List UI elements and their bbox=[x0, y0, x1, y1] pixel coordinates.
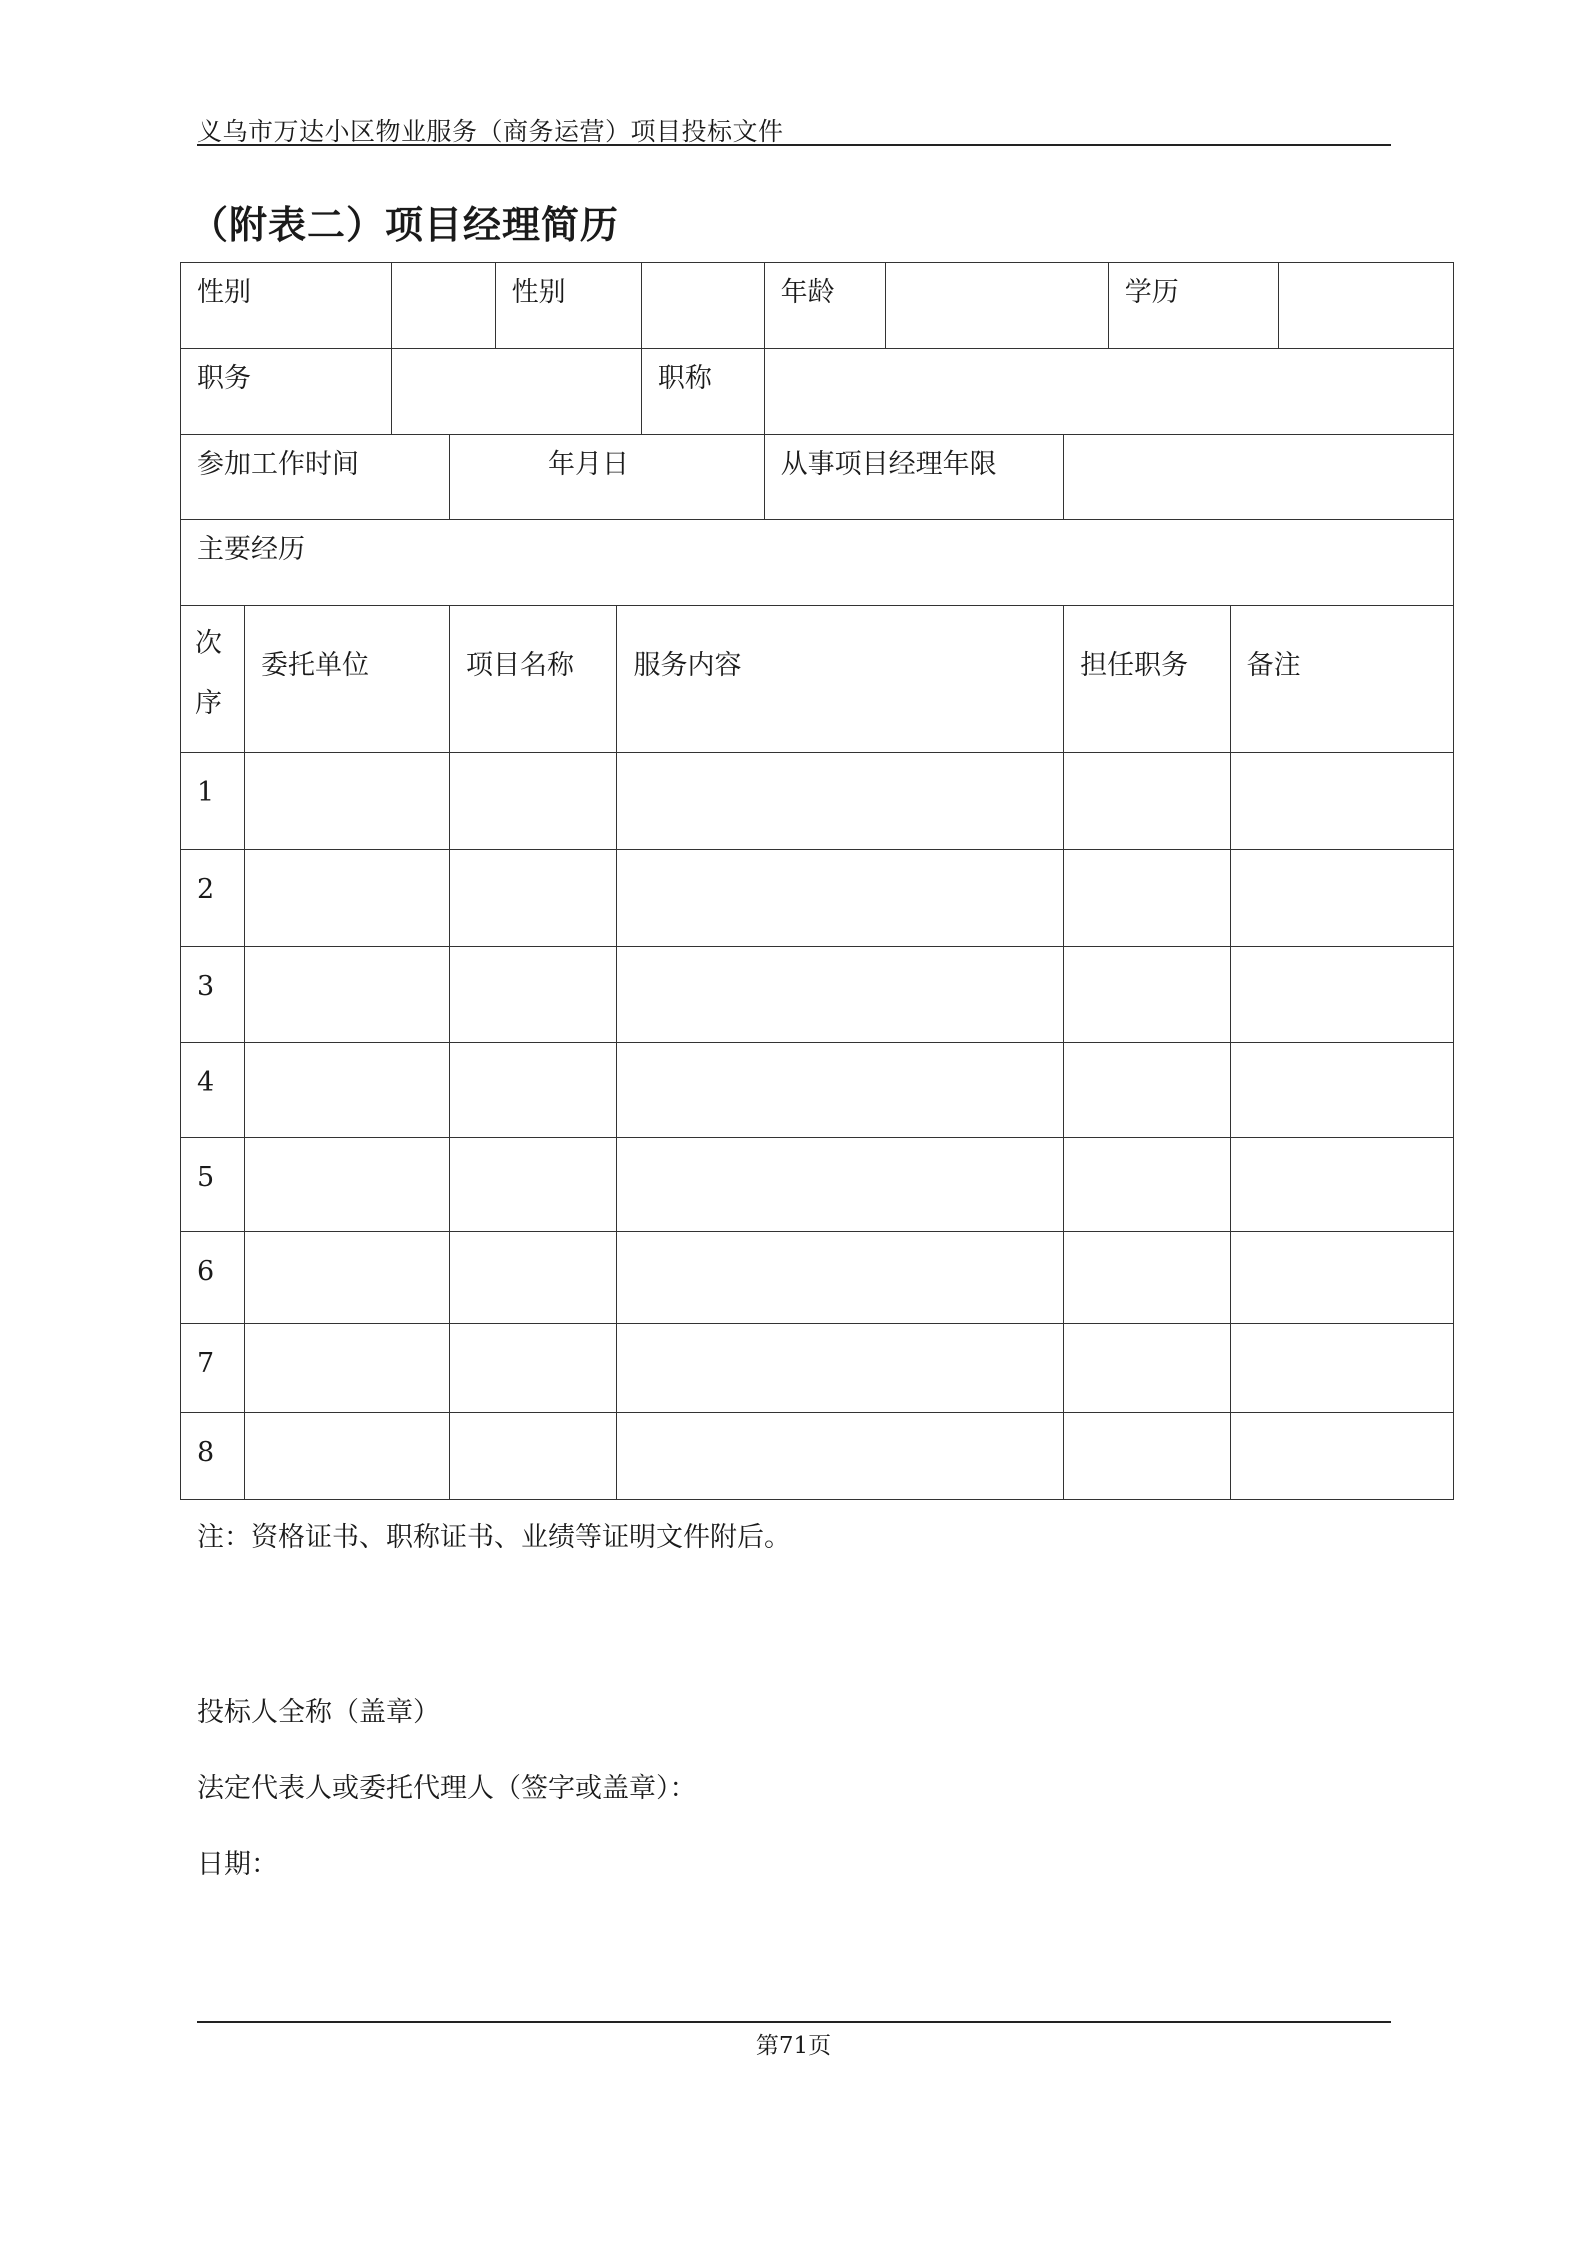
project-cell[interactable] bbox=[450, 1413, 617, 1500]
client-cell[interactable] bbox=[244, 1232, 449, 1324]
project-cell[interactable] bbox=[450, 1232, 617, 1324]
remark-cell[interactable] bbox=[1230, 1324, 1453, 1413]
table-row bbox=[181, 1043, 1454, 1138]
document-header: 义乌市万达小区物业服务（商务运营）项目投标文件 bbox=[197, 117, 784, 146]
project-cell[interactable] bbox=[450, 850, 617, 947]
page-number: 第71页 bbox=[755, 2033, 832, 2059]
page-title: （附表二）项目经理简历 bbox=[190, 203, 620, 247]
position-cell[interactable] bbox=[1064, 850, 1230, 947]
project-cell[interactable] bbox=[450, 753, 617, 850]
service-cell[interactable] bbox=[617, 850, 1064, 947]
remark-cell[interactable] bbox=[1230, 1232, 1453, 1324]
basic-info-row-1 bbox=[181, 263, 1454, 349]
remark-header: 备注 bbox=[1230, 606, 1453, 753]
row-number: 1 bbox=[181, 753, 245, 850]
service-cell[interactable] bbox=[617, 1232, 1064, 1324]
remark-cell[interactable] bbox=[1230, 947, 1453, 1043]
remark-cell[interactable] bbox=[1230, 850, 1453, 947]
position-cell[interactable] bbox=[1064, 753, 1230, 850]
pm-years-value[interactable] bbox=[1064, 435, 1454, 520]
date-line: 日期： bbox=[197, 1849, 278, 1880]
title-label: 职称 bbox=[641, 349, 764, 435]
service-cell[interactable] bbox=[617, 1043, 1064, 1138]
client-cell[interactable] bbox=[244, 753, 449, 850]
row-number: 5 bbox=[181, 1138, 245, 1232]
position-label: 职务 bbox=[181, 349, 392, 435]
attachment-note: 注：资格证书、职称证书、业绩等证明文件附后。 bbox=[197, 1522, 791, 1553]
row-number: 2 bbox=[181, 850, 245, 947]
gender-label: 性别 bbox=[181, 263, 392, 349]
age-label: 年龄 bbox=[764, 263, 886, 349]
position-held-header: 担任职务 bbox=[1064, 606, 1230, 753]
main-experience-row bbox=[181, 520, 1454, 606]
client-cell[interactable] bbox=[244, 1043, 449, 1138]
row-number: 4 bbox=[181, 1043, 245, 1138]
education-label: 学历 bbox=[1108, 263, 1279, 349]
client-cell[interactable] bbox=[244, 1324, 449, 1413]
gender-value[interactable] bbox=[392, 263, 496, 349]
experience-header-row bbox=[181, 606, 1454, 753]
row-number: 3 bbox=[181, 947, 245, 1043]
table-row bbox=[181, 753, 1454, 850]
position-cell[interactable] bbox=[1064, 1324, 1230, 1413]
client-cell[interactable] bbox=[244, 850, 449, 947]
table-row bbox=[181, 1413, 1454, 1500]
service-cell[interactable] bbox=[617, 753, 1064, 850]
table-row bbox=[181, 947, 1454, 1043]
project-cell[interactable] bbox=[450, 1324, 617, 1413]
position-cell[interactable] bbox=[1064, 1043, 1230, 1138]
header-divider bbox=[197, 144, 1391, 146]
project-cell[interactable] bbox=[450, 1138, 617, 1232]
position-cell[interactable] bbox=[1064, 1413, 1230, 1500]
position-cell[interactable] bbox=[1064, 1138, 1230, 1232]
position-value[interactable] bbox=[392, 349, 642, 435]
gender-label-2: 性别 bbox=[495, 263, 641, 349]
work-start-date[interactable]: 年月日 bbox=[450, 435, 765, 520]
title-value[interactable] bbox=[764, 349, 1453, 435]
project-cell[interactable] bbox=[450, 1043, 617, 1138]
work-start-label: 参加工作时间 bbox=[181, 435, 450, 520]
footer-divider bbox=[197, 2021, 1391, 2023]
basic-info-row-3 bbox=[181, 435, 1454, 520]
row-number: 8 bbox=[181, 1413, 245, 1500]
gender-value-2[interactable] bbox=[641, 263, 764, 349]
service-cell[interactable] bbox=[617, 1138, 1064, 1232]
client-cell[interactable] bbox=[244, 1413, 449, 1500]
project-header: 项目名称 bbox=[450, 606, 617, 753]
position-cell[interactable] bbox=[1064, 947, 1230, 1043]
table-row bbox=[181, 1324, 1454, 1413]
pm-years-label: 从事项目经理年限 bbox=[764, 435, 1063, 520]
row-number: 7 bbox=[181, 1324, 245, 1413]
table-row bbox=[181, 1232, 1454, 1324]
service-cell[interactable] bbox=[617, 947, 1064, 1043]
row-number: 6 bbox=[181, 1232, 245, 1324]
client-cell[interactable] bbox=[244, 1138, 449, 1232]
table-row bbox=[181, 1138, 1454, 1232]
service-header: 服务内容 bbox=[617, 606, 1064, 753]
seq-header: 次序 bbox=[181, 606, 245, 753]
service-cell[interactable] bbox=[617, 1413, 1064, 1500]
basic-info-row-2 bbox=[181, 349, 1454, 435]
bidder-name-line: 投标人全称（盖章） bbox=[197, 1697, 440, 1728]
client-header: 委托单位 bbox=[244, 606, 449, 753]
education-value[interactable] bbox=[1279, 263, 1454, 349]
remark-cell[interactable] bbox=[1230, 1413, 1453, 1500]
service-cell[interactable] bbox=[617, 1324, 1064, 1413]
resume-table bbox=[180, 262, 1454, 1500]
remark-cell[interactable] bbox=[1230, 753, 1453, 850]
table-row bbox=[181, 850, 1454, 947]
main-experience-label: 主要经历 bbox=[181, 520, 1454, 606]
client-cell[interactable] bbox=[244, 947, 449, 1043]
age-value[interactable] bbox=[886, 263, 1108, 349]
remark-cell[interactable] bbox=[1230, 1138, 1453, 1232]
project-cell[interactable] bbox=[450, 947, 617, 1043]
remark-cell[interactable] bbox=[1230, 1043, 1453, 1138]
position-cell[interactable] bbox=[1064, 1232, 1230, 1324]
representative-signature-line: 法定代表人或委托代理人（签字或盖章）： bbox=[197, 1773, 697, 1804]
